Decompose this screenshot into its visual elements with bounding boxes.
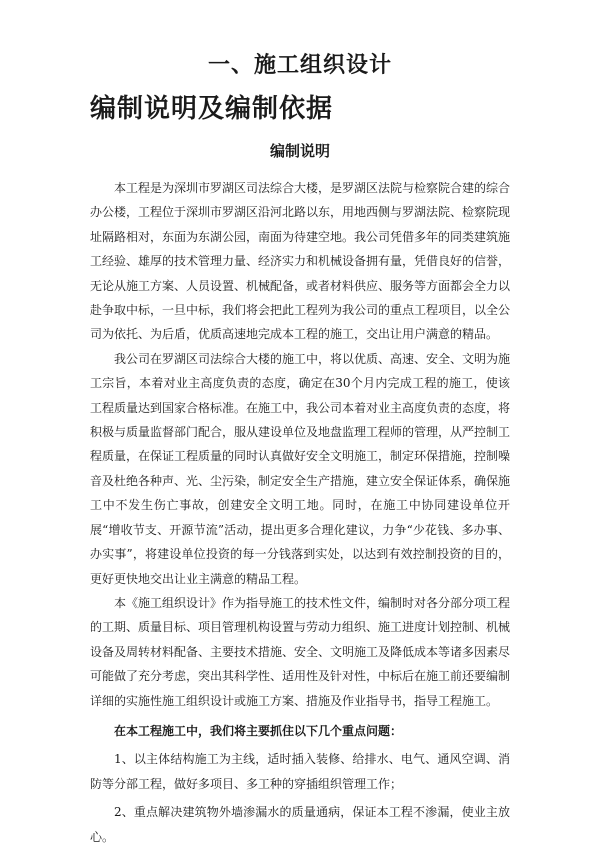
key-points-intro: 在本工程施工中，我们将主要抓住以下几个重点问题： — [114, 723, 403, 738]
section-subheading: 编制说明 — [269, 142, 330, 160]
paragraph-construction-goals: 我公司在罗湖区司法综合大楼的施工中，将以优质、高速、安全、文明为施工宗旨，本着对业主高度负责的态度，确定在30个月内完成工程的施工，使该工程质量达到国家合格标准。在施工中，我公司本着对业主高度负责的态度，将积极与质量监督部门配合，服从建设单位及地盘监理工程师的管理，从严控制工程质量，在保证工程质量的同时认真做好安全文明施工，制定环保措施，控制噪音及杜绝各种声、光、尘污染，制定安全生产措施，建立安全保证体系，确保施工中不发生伤亡事故，创建安全文明工地。同时，在施工中协同建设单位开展“增收节支、开源节流”活动，提出更多合理化建议，力争“少花钱、多办事、办实事”，将建设单位投资的每一分钱落到实处，以达到有效控制投资的目的，更好更快地交出让业主满意的精品工程。 — [90, 351, 511, 586]
document-title: 一、施工组织设计 — [207, 52, 392, 78]
key-point-item: 2、重点解决建筑物外墙渗漏水的质量通病，保证本工程不渗漏，使业主放心。 — [90, 805, 510, 844]
section-heading: 编制说明及编制依据 — [90, 94, 334, 124]
key-point-item: 1、以主体结构施工为主线，适时插入装修、给排水、电气、通风空调、消防等分部工程，做好多项目、多工种的穿插组织管理工作； — [90, 752, 510, 791]
paragraph-project-overview: 本工程是为深圳市罗湖区司法综合大楼，是罗湖区法院与检察院合建的综合办公楼，工程位于深圳市罗湖区沿河北路以东，用地西侧与罗湖法院、检察院现址隔路相对，东面为东湖公园，南面为待建空地。我公司凭借多年的同类建筑施工经验、雄厚的技术管理力量、经济实力和机械设备拥有量，凭借良好的信誉，无论从施工方案、人员设置、机械配备，或者材料供应、服务等方面都会全力以赴争取中标，一旦中标，我们将会把此工程列为我公司的重点工程项目，以全公司为依托、为后盾，优质高速地完成本工程的施工，交出让用户满意的精品。 — [90, 181, 511, 342]
paragraph-design-purpose: 本《施工组织设计》作为指导施工的技术性文件，编制时对各分部分项工程的工期、质量目标、项目管理机构设置与劳动力组织、施工进度计划控制、机械设备及周转材料配备、主要技术措施、安全、文明施工及降低成本等诸多因素尽可能做了充分考虑，突出其科学性、适用性及针对性，中标后在施工前还要编制详细的实施性施工组织设计或施工方案、措施及作业指导书，指导工程施工。 — [90, 595, 511, 708]
document-body — [90, 176, 510, 849]
